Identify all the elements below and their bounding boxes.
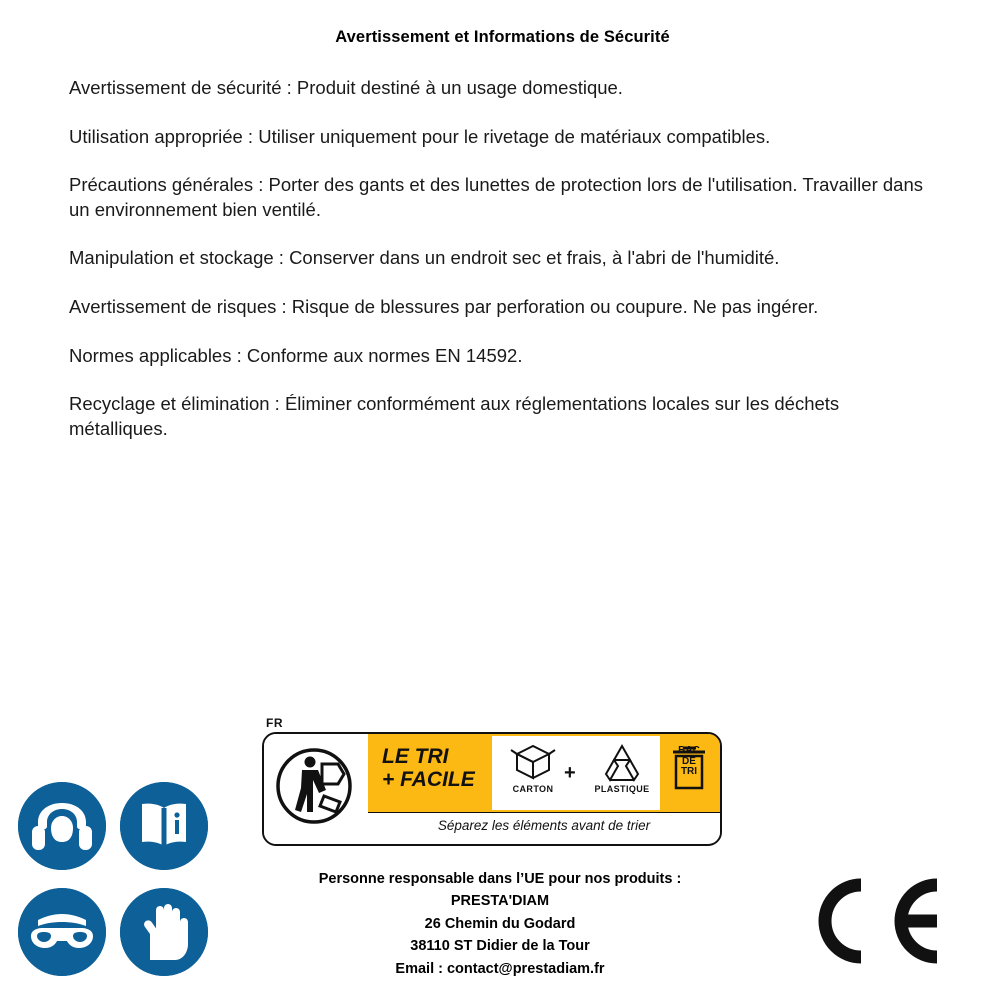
paragraph: Recyclage et élimination : Éliminer conformément aux réglementations locales sur les déchets métalliques. (69, 393, 840, 439)
bin-line-2: DE (682, 755, 696, 767)
recycling-footer-strip (368, 812, 720, 843)
recycling-label-box (262, 732, 722, 846)
eye-protection-icon (18, 888, 106, 976)
company-name: PRESTA'DIAM (450, 893, 550, 910)
responsible-heading (180, 868, 820, 890)
headline-line-1: LE TRI (382, 745, 449, 768)
responsible-heading-bold: UE (524, 871, 545, 887)
recycling-headline (382, 746, 492, 791)
company-city: 38110 ST Didier de la Tour (410, 938, 590, 955)
material-plastique (586, 740, 658, 794)
materials-separator: + (564, 762, 576, 784)
material-carton (502, 740, 564, 794)
bin-label (662, 746, 716, 778)
responsible-person-block (180, 868, 820, 980)
ce-mark-icon (803, 875, 943, 967)
ear-protection-icon (18, 782, 106, 870)
country-tag: FR (266, 716, 283, 730)
company-address: 26 Chemin du Godard (424, 915, 576, 932)
material-label: CARTON (512, 784, 554, 794)
paragraph: Avertissement de sécurité : Produit destiné à un usage domestique. (69, 77, 623, 98)
responsible-heading-suffix: pour nos produits : (544, 871, 682, 887)
paragraph: Avertissement de risques : Risque de blessures par perforation ou coupure. Ne pas ingérer. (69, 295, 819, 317)
bin-arrow (662, 738, 722, 808)
bin-line-1: BAC (678, 745, 700, 756)
read-manual-icon (120, 782, 208, 870)
company-email: Email : contact@prestadiam.fr (395, 960, 605, 977)
safety-text-block (69, 76, 929, 441)
paragraph: Utilisation appropriée : Utiliser uniquement pour le rivetage de matériaux compatibles. (69, 125, 771, 147)
paragraph: Précautions générales : Porter des gants et des lunettes de protection lors de l'utilisation. Travailler dans un environnement bien ventilé. (69, 174, 923, 220)
headline-line-2: + FACILE (382, 767, 475, 791)
bin-line-3: TRI (680, 766, 698, 778)
page-title: Avertissement et Informations de Sécurité (335, 28, 670, 46)
responsible-heading-prefix: Personne responsable dans l’ (318, 871, 525, 887)
triman-icon (264, 734, 368, 844)
recycling-footer-text: Séparez les éléments avant de trier (437, 818, 651, 833)
recycling-label (262, 716, 724, 848)
material-label: PLASTIQUE (594, 784, 650, 794)
paragraph: Normes applicables : Conforme aux normes EN 14592. (69, 344, 523, 366)
paragraph: Manipulation et stockage : Conserver dans un endroit sec et frais, à l'abri de l'humidité. (69, 247, 780, 269)
